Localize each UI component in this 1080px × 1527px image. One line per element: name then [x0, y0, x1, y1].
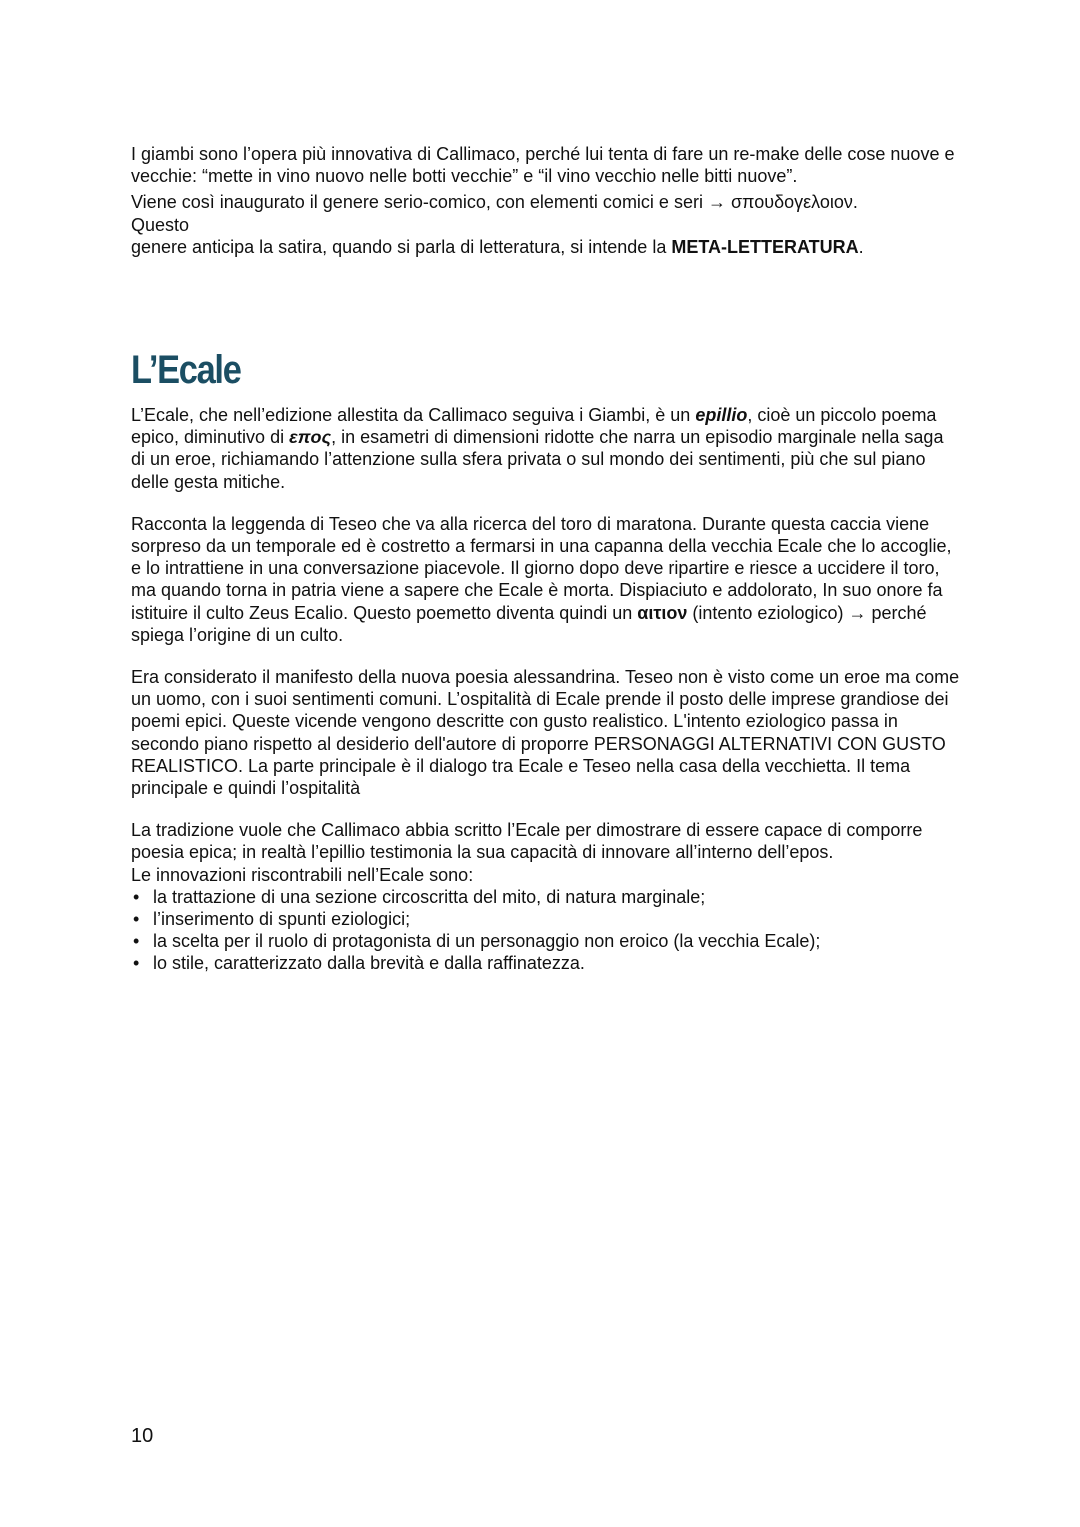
- innovazioni-intro: Le innovazioni riscontrabili nell’Ecale sono:: [131, 864, 474, 885]
- bullet-icon: •: [133, 931, 140, 952]
- list-item: [131, 908, 961, 930]
- epillio-term: epillio: [695, 405, 748, 426]
- list-item-text: la trattazione di una sezione circoscritta del mito, di natura marginale;: [153, 886, 706, 907]
- intro-paragraph: I giambi sono l’opera più innovativa di Callimaco, perché lui tenta di fare un re-make delle cose nuove e vecchie: “mette in vino nuovo nelle botti vecchie” e “il vino vecchio nelle bitti nuove”.: [131, 144, 955, 187]
- tradizione-paragraph: La tradizione vuole che Callimaco abbia scritto l’Ecale per dimostrare di essere capace di comporre poesia epica; in realtà l’epillio testimonia la sua capacità di innovare all’interno dell’epos.: [131, 820, 923, 863]
- section-title: L’Ecale: [131, 348, 241, 393]
- bullet-icon: •: [133, 886, 140, 907]
- manifesto-paragraph: Era considerato il manifesto della nuova poesia alessandrina. Teseo non è visto come un eroe ma come un uomo, con i suoi sentimenti comuni. L’ospitalità di Ecale prende il posto delle imprese grandiose dei poemi epici. Queste vicende vengono descritte con gusto realistico. L'intento eziologico passa in secondo piano rispetto al desiderio dell'autore di proporre PERSONAGGI ALTERNATIVI CON GUSTO REALISTICO. La parte principale è il dialogo tra Ecale e Teseo nella casa della vecchietta. Il tema principale e quindi l’ospitalità: [131, 667, 960, 799]
- teseo-text-b: (intento eziologico) → perché spiega l’origine di un culto.: [131, 602, 927, 645]
- list-item: [131, 952, 961, 974]
- list-item: [131, 886, 961, 908]
- serio-comic-line: Viene così inaugurato il genere serio-comico, con elementi comici e seri → σπουδογελοιον.: [131, 192, 858, 213]
- aition-term: αιτιον: [637, 602, 688, 623]
- teseo-text-a: Racconta la leggenda di Teseo che va alla ricerca del toro di maratona. Durante questa caccia viene sorpreso da un temporale ed è costretto a fermarsi in una capanna della vecchia Ecale che lo accoglie, e lo intrattiene in una conversazione piacevole. Il giorno dopo deve ripartire e riesce a uccidere il toro, ma quando torna in patria viene a sapere che Ecale è morta. Dispiaciuto e addolorato, In suo onore fa istituire il culto Zeus Ecalio. Questo poemetto diventa quindi un: [131, 513, 952, 623]
- list-item-text: la scelta per il ruolo di protagonista di un personaggio non eroico (la vecchia Ecale);: [153, 931, 821, 952]
- epillio-paragraph: [131, 404, 961, 493]
- epos-term: επος: [289, 427, 332, 448]
- teseo-paragraph: [131, 513, 961, 646]
- page-number: 10: [131, 1425, 154, 1447]
- bullet-icon: •: [133, 909, 140, 930]
- epillio-text-b: , cioè un piccolo poema epico, diminutivo di: [131, 405, 937, 448]
- questo-line: Questo: [131, 214, 190, 235]
- satira-line: [131, 236, 961, 258]
- epillio-text-a: L’Ecale, che nell’edizione allestita da Callimaco seguiva i Giambi, è un: [131, 405, 696, 426]
- bullet-icon: •: [133, 953, 140, 974]
- innovazioni-list: [131, 886, 961, 975]
- meta-letteratura-term: META-LETTERATURA: [671, 236, 859, 257]
- list-item-text: lo stile, caratterizzato dalla brevità e dalla raffinatezza.: [153, 953, 585, 974]
- satira-end: .: [858, 236, 864, 257]
- satira-text: genere anticipa la satira, quando si parla di letteratura, si intende la: [131, 236, 672, 257]
- list-item-text: l’inserimento di spunti eziologici;: [153, 909, 411, 930]
- epillio-text-c: , in esametri di dimensioni ridotte che narra un episodio marginale nella saga di un eroe, richiamando l’attenzione sulla sfera privata o sul mondo dei sentimenti, più che sul piano delle gesta mitiche.: [131, 427, 944, 492]
- list-item: [131, 930, 961, 952]
- page-content: [131, 143, 961, 975]
